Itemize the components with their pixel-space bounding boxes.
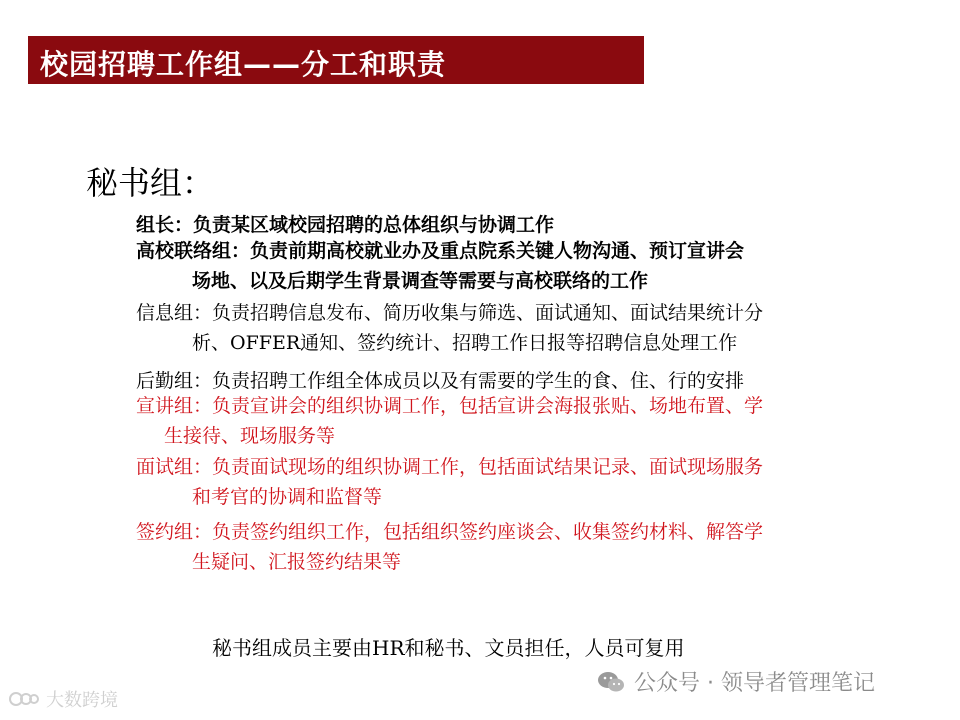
wechat-icon <box>596 670 626 694</box>
watermark-left <box>8 686 118 712</box>
item-briefing-line2: 生接待、现场服务等 <box>164 425 336 447</box>
slide-title: 校园招聘工作组——分工和职责 <box>40 48 447 81</box>
item-interview-line2: 和考官的协调和监督等 <box>192 486 383 508</box>
title-bar <box>28 36 644 84</box>
item-briefing-line1: 宣讲组：负责宣讲会的组织协调工作，包括宣讲会海报张贴、场地布置、学 <box>136 395 764 417</box>
item-interview <box>136 452 763 512</box>
section-heading: 秘书组： <box>86 164 215 202</box>
item-info-line2: 析、OFFER通知、签约统计、招聘工作日报等招聘信息处理工作 <box>192 332 738 354</box>
watermark-right <box>596 666 875 697</box>
item-logistics: 后勤组：负责招聘工作组全体成员以及有需要的学生的食、住、行的安排 <box>136 370 745 392</box>
item-info <box>136 298 763 358</box>
item-liaison-line1: 高校联络组：负责前期高校就业办及重点院系关键人物沟通、预订宣讲会 <box>136 240 745 262</box>
watermark-right-text: 公众号 · 领导者管理笔记 <box>634 671 875 696</box>
watermark-left-text: 大数跨境 <box>46 690 118 711</box>
item-briefing <box>136 391 763 451</box>
cloud-logo-icon <box>8 689 40 709</box>
item-interview-line1: 面试组：负责面试现场的组织协调工作，包括面试结果记录、面试现场服务 <box>136 456 764 478</box>
footer-note: 秘书组成员主要由HR和秘书、文员担任，人员可复用 <box>212 636 685 660</box>
item-signing <box>136 517 763 577</box>
item-signing-line1: 签约组：负责签约组织工作，包括组织签约座谈会、收集签约材料、解答学 <box>136 521 764 543</box>
item-info-line1: 信息组：负责招聘信息发布、简历收集与筛选、面试通知、面试结果统计分 <box>136 302 764 324</box>
item-liaison-line2: 场地、以及后期学生背景调查等需要与高校联络的工作 <box>192 270 649 292</box>
item-signing-line2: 生疑问、汇报签约结果等 <box>192 551 402 573</box>
item-leader: 组长：负责某区域校园招聘的总体组织与协调工作 <box>136 214 555 236</box>
item-liaison <box>136 236 744 296</box>
